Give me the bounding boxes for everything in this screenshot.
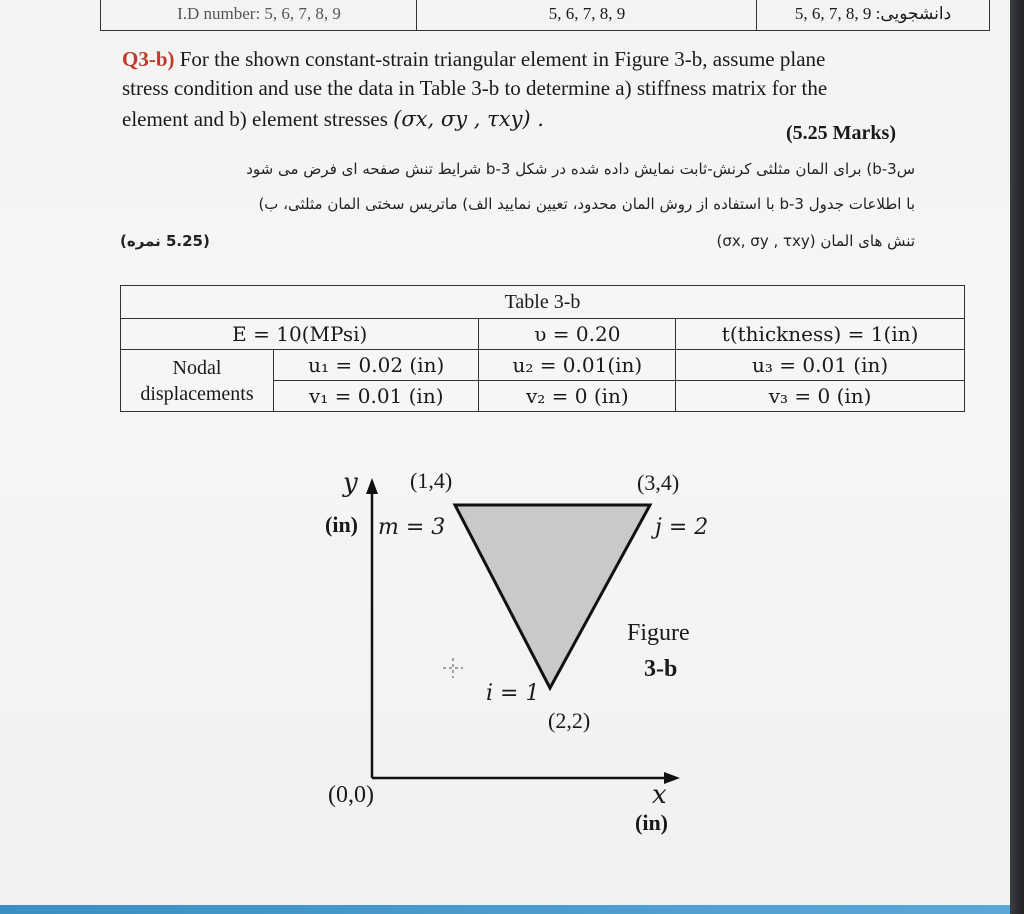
figure-caption-2: 3-b bbox=[644, 656, 678, 682]
figure-3b bbox=[300, 460, 740, 850]
y-axis-unit: (in) bbox=[325, 512, 358, 537]
y-axis-arrow-icon bbox=[366, 478, 378, 494]
node-i-label: i = 1 bbox=[486, 681, 540, 706]
data-table bbox=[120, 285, 965, 412]
persian-marks: (5.25 نمره) bbox=[120, 232, 210, 250]
node-i-coord: (2,2) bbox=[548, 708, 591, 733]
y-axis-label: y bbox=[343, 468, 358, 498]
header-right-cell: 5, 6, 7, 8, 9 :دانشجویی bbox=[756, 0, 990, 31]
origin-label: (0,0) bbox=[328, 782, 374, 808]
node-j-label: j = 2 bbox=[655, 515, 709, 540]
question-text-3: element and b) element stresses bbox=[122, 107, 394, 131]
table-cell-v3: v₃ = 0 (in) bbox=[676, 381, 965, 412]
figure-caption-1: Figure bbox=[627, 620, 690, 646]
header-id-cell: I.D number: 5, 6, 7, 8, 9 bbox=[100, 0, 417, 31]
table-cell-modulus: E = 10(MPsi) bbox=[121, 319, 479, 350]
node-m-label: m = 3 bbox=[378, 515, 446, 540]
table-cell-v2: v₂ = 0 (in) bbox=[479, 381, 676, 412]
table-title: Table 3-b bbox=[121, 286, 965, 319]
screen-right-edge bbox=[1010, 0, 1024, 914]
persian-line-1: س3-b) برای المان مثلثی کرنش-ثابت نمایش داده شده در شکل 3-b شرایط تنش صفحه ای فرض می شود bbox=[246, 160, 915, 178]
question-label: Q3-b) bbox=[122, 47, 175, 71]
table-cell-u2: u₂ = 0.01(in) bbox=[479, 350, 676, 381]
node-j-coord: (3,4) bbox=[637, 470, 680, 495]
persian-line-3: تنش های المان (σx, σy , τxy) bbox=[716, 232, 915, 250]
node-m-coord: (1,4) bbox=[410, 468, 453, 493]
question-line-1 bbox=[122, 46, 825, 72]
x-axis-unit: (in) bbox=[635, 810, 668, 835]
marks-label: (5.25 Marks) bbox=[786, 122, 896, 144]
table-cell-v1: v₁ = 0.01 (in) bbox=[274, 381, 479, 412]
triangle-element bbox=[455, 505, 650, 688]
table-cell-u1: u₁ = 0.02 (in) bbox=[274, 350, 479, 381]
question-line-2: stress condition and use the data in Table 3-b to determine a) stiffness matrix for the bbox=[122, 76, 828, 100]
stress-symbols: (σx, σy , τxy) . bbox=[393, 107, 544, 131]
screen-bottom-edge bbox=[0, 905, 1010, 914]
table-cell-poisson: υ = 0.20 bbox=[479, 319, 676, 350]
table-row-label: Nodal displacements bbox=[121, 350, 274, 412]
persian-line-2: با اطلاعات جدول 3-b با استفاده از روش المان محدود، تعیین نمایید الف) ماتریس سختی المان مثلثی، ب) bbox=[258, 195, 915, 213]
question-text-1: For the shown constant-strain triangular element in Figure 3-b, assume plane bbox=[174, 47, 826, 71]
x-axis-label: x bbox=[652, 780, 667, 810]
header-middle-cell: 5, 6, 7, 8, 9 bbox=[416, 0, 757, 31]
table-cell-u3: u₃ = 0.01 (in) bbox=[676, 350, 965, 381]
table-cell-thickness: t(thickness) = 1(in) bbox=[676, 319, 965, 350]
question-line-3 bbox=[122, 106, 544, 132]
